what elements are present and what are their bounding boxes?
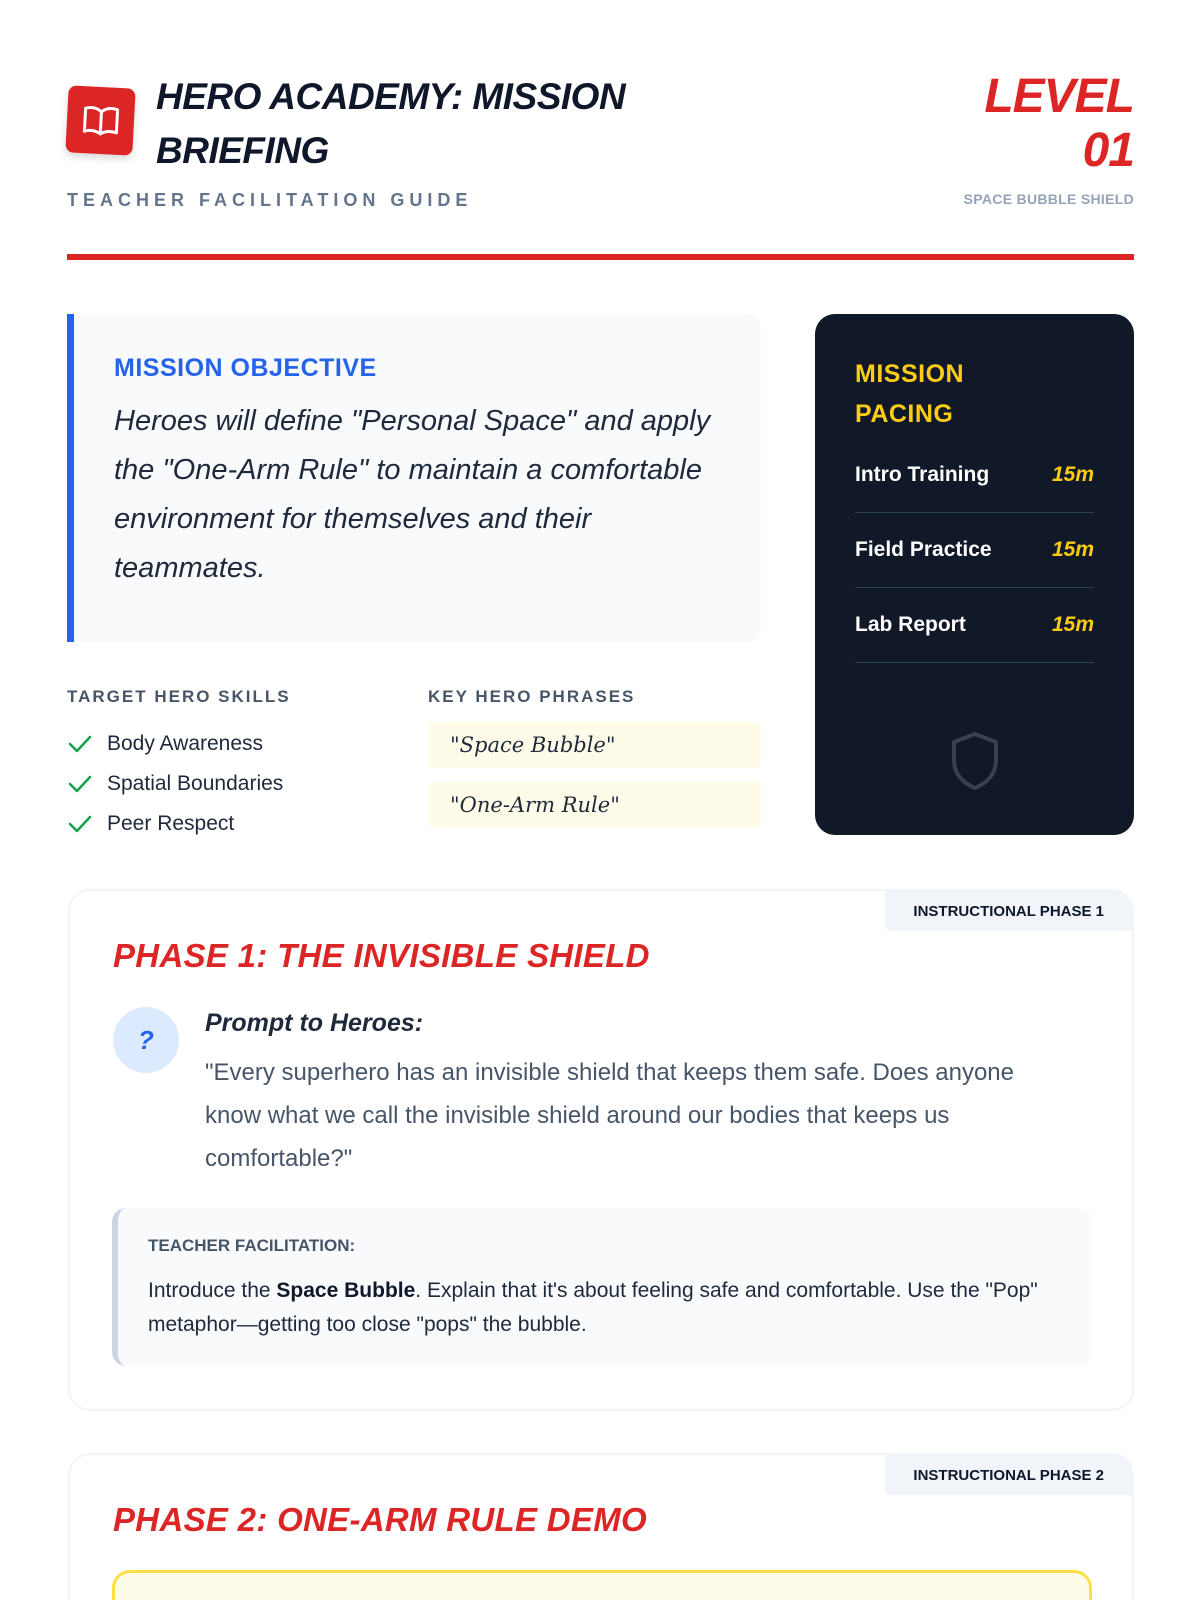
level-subtitle: SPACE BUBBLE SHIELD bbox=[963, 191, 1134, 207]
facilitation-text: Introduce the Space Bubble. Explain that it's about feeling safe and comfortable. Use the "Pop" metaphor—getting too close "pops" the bubble. bbox=[148, 1279, 1038, 1336]
pacing-duration: 15m bbox=[1051, 463, 1094, 486]
question-icon: ? bbox=[113, 1007, 179, 1073]
prompt-text: "Every superhero has an invisible shield that keeps them safe. Does anyone know what we call the invisible shield around our bodies that keeps us comfortable?" bbox=[205, 1059, 1014, 1172]
phrase-chip: "Space Bubble" bbox=[428, 722, 761, 768]
check-icon bbox=[67, 734, 93, 754]
pacing-duration: 15m bbox=[1051, 613, 1094, 636]
prompt-label: Prompt to Heroes: bbox=[205, 1009, 424, 1037]
phase-title: PHASE 1: THE INVISIBLE SHIELD bbox=[113, 937, 650, 974]
page-title: HERO ACADEMY: MISSION BRIEFING bbox=[156, 76, 626, 171]
skills-list bbox=[67, 724, 283, 844]
level-number: 01 bbox=[1082, 124, 1134, 177]
mission-objective-card bbox=[67, 314, 761, 642]
page-subtitle: TEACHER FACILITATION GUIDE bbox=[67, 190, 473, 210]
pacing-duration: 15m bbox=[1051, 538, 1094, 561]
skill-label: Spatial Boundaries bbox=[107, 772, 284, 795]
pacing-label: Field Practice bbox=[855, 538, 992, 561]
teacher-facilitation-box bbox=[112, 1208, 1092, 1366]
pacing-row bbox=[855, 438, 1094, 513]
phase-2-card bbox=[68, 1453, 1134, 1600]
phase-1-card bbox=[68, 889, 1134, 1411]
facilitation-keyword: Space Bubble bbox=[276, 1279, 416, 1302]
phase-title: PHASE 2: ONE-ARM RULE DEMO bbox=[113, 1501, 647, 1538]
phase-tag: INSTRUCTIONAL PHASE 2 bbox=[885, 1455, 1132, 1495]
demo-callout-box bbox=[112, 1570, 1092, 1600]
objective-text: Heroes will define "Personal Space" and apply the "One-Arm Rule" to maintain a comfortable environment for themselves and their teammates. bbox=[114, 405, 711, 584]
skills-heading: TARGET HERO SKILLS bbox=[67, 687, 291, 706]
pacing-row bbox=[855, 513, 1094, 588]
list-item bbox=[67, 764, 283, 804]
header-divider bbox=[67, 254, 1134, 260]
shield-icon bbox=[949, 730, 1001, 797]
check-icon bbox=[67, 774, 93, 794]
level-badge bbox=[874, 70, 1134, 178]
pacing-heading: MISSION PACING bbox=[855, 360, 965, 428]
phase-tag: INSTRUCTIONAL PHASE 1 bbox=[885, 891, 1132, 931]
phrase-chip: "One-Arm Rule" bbox=[428, 782, 761, 828]
pacing-row bbox=[855, 588, 1094, 663]
skill-label: Body Awareness bbox=[107, 732, 264, 755]
facilitation-heading: TEACHER FACILITATION: bbox=[148, 1236, 356, 1255]
list-item bbox=[67, 804, 283, 844]
page-header bbox=[67, 68, 1134, 210]
pacing-label: Lab Report bbox=[855, 613, 966, 636]
pacing-label: Intro Training bbox=[855, 463, 990, 486]
mission-pacing-panel bbox=[815, 314, 1134, 835]
level-label: LEVEL bbox=[984, 70, 1134, 123]
check-icon bbox=[67, 814, 93, 834]
phrases-heading: KEY HERO PHRASES bbox=[428, 687, 636, 706]
list-item bbox=[67, 724, 283, 764]
book-icon bbox=[65, 85, 135, 155]
skill-label: Peer Respect bbox=[107, 812, 235, 835]
objective-heading: MISSION OBJECTIVE bbox=[114, 354, 377, 382]
